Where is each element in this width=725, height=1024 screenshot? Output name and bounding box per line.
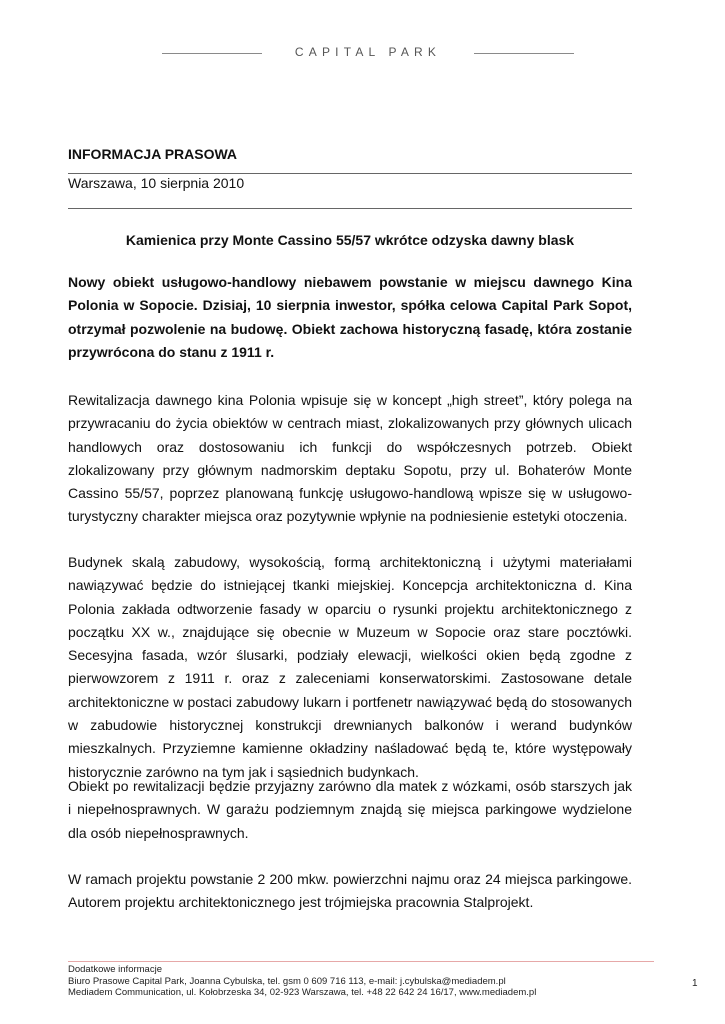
logo-left-rule xyxy=(162,53,262,54)
lead-paragraph: Nowy obiekt usługowo-handlowy niebawem powstanie w miejscu dawnego Kina Polonia w Sopocie. Dzisiaj, 10 sierpnia inwestor, spółka celowa Capital Park Sopot, otrzymał pozwolenie na budowę. Obiekt zachowa historyczną fasadę, która zostanie przywrócona do stanu z 1911 r. xyxy=(68,274,632,360)
press-release-label: INFORMACJA PRASOWA xyxy=(68,146,238,162)
divider-top xyxy=(68,173,632,174)
release-date: Warszawa, 10 sierpnia 2010 xyxy=(68,175,245,191)
logo-right-rule xyxy=(474,53,574,54)
body-paragraph: Budynek skalą zabudowy, wysokością, formą architektoniczną i użytymi materiałami nawiązywać będzie do istniejącej tkanki miejskiej. Koncepcja architektoniczna d. Kina Polonia zakłada odtworzenie fasady w oparciu o rysunki projektu architektonicznego z początku XX w., znajdujące się obecnie w Muzeum w Sopocie oraz stare pocztówki. Secesyjna fasada, wzór ślusarki, podziały elewacji, wielkości okien będą zgodne z pierwowzorem z 1911 r. oraz z zaleceniami konserwatorskimi. Zastosowane detale architektoniczne w postaci zabudowy lukarn i portfenetr nawiązywać będą do stosowanych w zabudowie historycznej konstrukcji drewnianych balkonów i werand budynków mieszkalnych. Przyziemne kamienne okładziny naśladować będą te, które występowały historycznie zarówno na tym jak i sąsiednich budynkach. xyxy=(68,554,632,780)
footer-divider xyxy=(68,961,654,962)
body-paragraph: Rewitalizacja dawnego kina Polonia wpisuje się w koncept „high street”, który polega na przywracaniu do życia obiektów w centrach miast, zlokalizowanych przy głównych ulicach handlowych oraz dostosowaniu ich funkcji do współczesnych potrzeb. Obiekt zlokalizowany przy głównym nadmorskim deptaku Sopotu, przy ul. Bohaterów Monte Cassino 55/57, poprzez planowaną funkcję usługowo-handlową wpisze się w usługowo-turystyczny charakter miejsca oraz pozytywnie wpłynie na podniesienie estetyki otoczenia. xyxy=(68,392,632,525)
page-number: 1 xyxy=(692,978,698,989)
body-paragraph: W ramach projektu powstanie 2 200 mkw. powierzchni najmu oraz 24 miejsca parkingowe. Autorem projektu architektonicznego jest trójmiejska pracownia Stalprojekt. xyxy=(68,871,632,911)
logo-text: CAPITAL PARK xyxy=(294,45,442,59)
article-title: Kamienica przy Monte Cassino 55/57 wkrótce odzyska dawny blask xyxy=(125,232,575,248)
logo xyxy=(162,44,574,64)
body-paragraph: Obiekt po rewitalizacji będzie przyjazny zarówno dla matek z wózkami, osób starszych jak i niepełnosprawnych. W garażu podziemnym znajdą się miejsca parkingowe wydzielone dla osób niepełnosprawnych. xyxy=(68,778,632,841)
divider-bottom xyxy=(68,208,632,209)
footer-line: Dodatkowe informacje xyxy=(68,964,162,975)
footer-contact xyxy=(68,964,536,999)
footer-line: Biuro Prasowe Capital Park, Joanna Cybulska, tel. gsm 0 609 716 113, e-mail: j.cybulska@mediadem.pl xyxy=(68,975,506,987)
footer-line: Mediadem Communication, ul. Kołobrzeska 34, 02-923 Warszawa, tel. +48 22 642 24 16/17, www.mediadem.pl xyxy=(68,987,537,998)
